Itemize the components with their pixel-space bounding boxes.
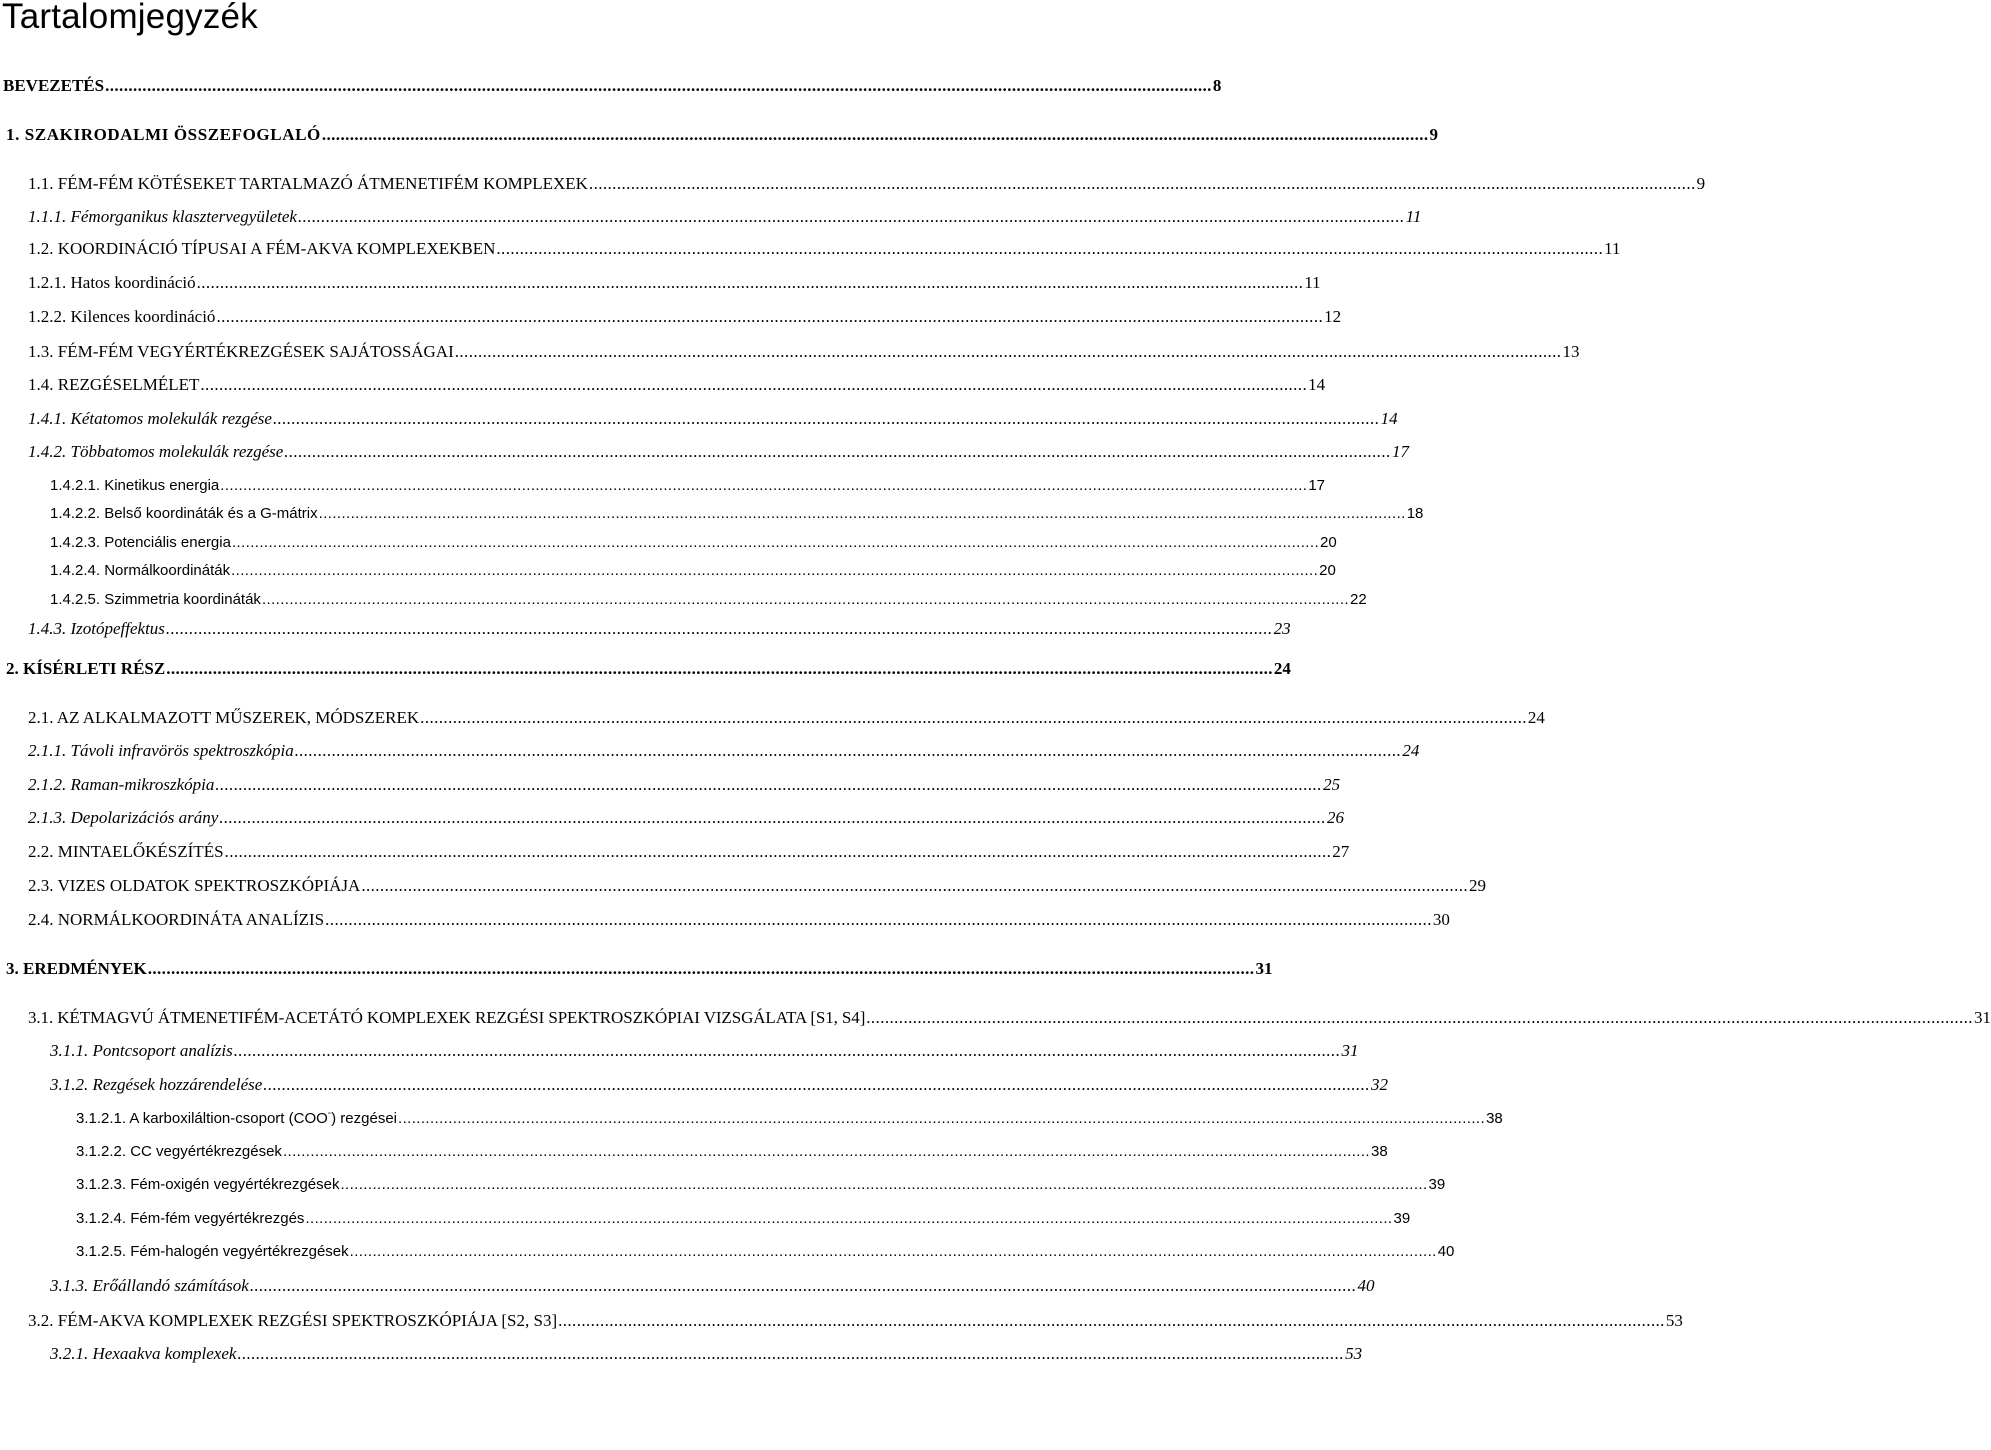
- toc-entry-label: 1.2.2. Kilences koordináció: [28, 307, 216, 326]
- toc-entry-page: 22: [1350, 591, 1367, 608]
- toc-leader-dots: ..............................................................................................................................................................................................................................................: [340, 1176, 1428, 1193]
- toc-leader-dots: ..............................................................................................................................................................................................................................................: [496, 239, 1604, 258]
- toc-entry[interactable]: [0, 1006, 1991, 1030]
- toc-entry-page: 20: [1319, 562, 1336, 579]
- toc-leader-dots: ..............................................................................................................................................................................................................................................: [866, 1008, 1973, 1027]
- toc-entry-page: 11: [1405, 207, 1422, 226]
- toc-entry-page: 14: [1380, 409, 1398, 428]
- toc-entry-page: 11: [1604, 239, 1621, 258]
- toc-leader-dots: ..............................................................................................................................................................................................................................................: [233, 1041, 1341, 1060]
- toc-entry-page: 11: [1304, 273, 1321, 292]
- toc-entry[interactable]: [0, 773, 1341, 797]
- toc-leader-dots: ..............................................................................................................................................................................................................................................: [105, 76, 1212, 95]
- toc-entry-page: 32: [1371, 1075, 1388, 1094]
- toc-leader-dots: ..............................................................................................................................................................................................................................................: [282, 1143, 1370, 1160]
- toc-entry-page: 40: [1437, 1243, 1455, 1260]
- toc-entry-label: 1.4.2.5. Szimmetria koordináták: [50, 591, 261, 608]
- toc-entry-page: 8: [1212, 76, 1222, 95]
- toc-entry[interactable]: [0, 739, 1420, 763]
- toc-leader-dots: ..............................................................................................................................................................................................................................................: [261, 591, 1349, 608]
- toc-entry-page: 17: [1392, 442, 1409, 461]
- toc-leader-dots: ..............................................................................................................................................................................................................................................: [294, 741, 1402, 760]
- toc-entry[interactable]: [0, 205, 1422, 229]
- toc-entry[interactable]: [0, 237, 1621, 261]
- toc-entry-page: 40: [1357, 1276, 1375, 1295]
- toc-entry[interactable]: [0, 1140, 1388, 1164]
- toc-leader-dots: ..............................................................................................................................................................................................................................................: [249, 1276, 1357, 1295]
- toc-leader-dots: ..............................................................................................................................................................................................................................................: [200, 375, 1308, 394]
- toc-entry-label: 2.1.2. Raman-mikroszkópia: [28, 775, 215, 794]
- toc-leader-dots: ..............................................................................................................................................................................................................................................: [215, 775, 1323, 794]
- toc-entry-page: 12: [1324, 307, 1342, 326]
- toc-leader-dots: ..............................................................................................................................................................................................................................................: [321, 125, 1429, 144]
- toc-entry-page: 18: [1406, 505, 1424, 522]
- toc-leader-dots: ..............................................................................................................................................................................................................................................: [318, 505, 1406, 522]
- toc-leader-dots: ..............................................................................................................................................................................................................................................: [165, 619, 1273, 638]
- toc-entry-page: 20: [1320, 534, 1337, 551]
- toc-entry-label: 2.1. AZ ALKALMAZOTT MŰSZEREK, MÓDSZEREK: [28, 708, 420, 727]
- toc-entry[interactable]: [0, 559, 1336, 583]
- toc-entry-page: 9: [1696, 174, 1706, 193]
- toc-entry-label: 1.4.2.2. Belső koordináták és a G-mátrix: [50, 505, 318, 522]
- toc-leader-dots: ..............................................................................................................................................................................................................................................: [196, 273, 1304, 292]
- toc-entry[interactable]: [0, 531, 1337, 555]
- toc-entry-page: 13: [1562, 342, 1580, 361]
- toc-entry-label: 1.4.2.3. Potenciális energia: [50, 534, 231, 551]
- toc-entry-page: 25: [1323, 775, 1341, 794]
- toc-entry-label: 3.1.2.1. A karboxiláltion-csoport (COO-) rezgései: [76, 1108, 397, 1127]
- toc-entry[interactable]: [0, 908, 1450, 932]
- toc-entry-page: 29: [1469, 876, 1487, 895]
- toc-entry-page: 31: [1973, 1008, 1991, 1027]
- toc-entry-label: 1. SZAKIRODALMI ÖSSZEFOGLALÓ: [6, 125, 321, 144]
- toc-entry-label: 2. KÍSÉRLETI RÉSZ: [6, 659, 166, 678]
- toc-entry-label: 1.1. FÉM-FÉM KÖTÉSEKET TARTALMAZÓ ÁTMENETIFÉM KOMPLEXEK: [28, 174, 588, 193]
- toc-leader-dots: ..............................................................................................................................................................................................................................................: [325, 910, 1432, 929]
- toc-entry-label: 3.1.2.2. CC vegyértékrezgések: [76, 1143, 282, 1160]
- page-title: Tartalomjegyzék: [2, 0, 258, 36]
- toc-entry-page: 9: [1429, 125, 1439, 144]
- toc-entry-label: 1.4.2.1. Kinetikus energia: [50, 477, 220, 494]
- toc-entry-label: 2.4. NORMÁLKOORDINÁTA ANALÍZIS: [28, 910, 325, 929]
- toc-entry-label: 1.3. FÉM-FÉM VEGYÉRTÉKREZGÉSEK SAJÁTOSSÁGAI: [28, 342, 454, 361]
- toc-leader-dots: ..............................................................................................................................................................................................................................................: [349, 1243, 1437, 1260]
- toc-entry-page: 24: [1273, 659, 1291, 678]
- toc-entry[interactable]: [0, 1207, 1411, 1231]
- toc-leader-dots: ..............................................................................................................................................................................................................................................: [224, 842, 1332, 861]
- toc-entry[interactable]: [0, 271, 1321, 295]
- toc-entry-label: 1.4.3. Izotópeffektus: [28, 619, 165, 638]
- toc-entry-label: 3.1.2.3. Fém-oxigén vegyértékrezgések: [76, 1176, 340, 1193]
- toc-entry[interactable]: [0, 840, 1350, 864]
- toc-leader-dots: ..............................................................................................................................................................................................................................................: [284, 442, 1391, 461]
- toc-entry-label: 3.2.1. Hexaakva komplexek: [50, 1344, 237, 1363]
- toc-entry-page: 23: [1273, 619, 1291, 638]
- toc-leader-dots: ..............................................................................................................................................................................................................................................: [216, 307, 1324, 326]
- toc-leader-dots: ..............................................................................................................................................................................................................................................: [398, 1110, 1486, 1127]
- toc-entry[interactable]: [0, 657, 1291, 681]
- toc-entry[interactable]: [0, 74, 1222, 98]
- toc-entry-page: 24: [1402, 741, 1420, 760]
- toc-leader-dots: ..............................................................................................................................................................................................................................................: [588, 174, 1696, 193]
- toc-leader-dots: ..............................................................................................................................................................................................................................................: [219, 808, 1326, 827]
- toc-entry-label: 1.2. KOORDINÁCIÓ TÍPUSAI A FÉM-AKVA KOMPLEXEKBEN: [28, 239, 496, 258]
- toc-entry[interactable]: [0, 1274, 1375, 1298]
- toc-entry[interactable]: [0, 172, 1706, 196]
- toc-entry-label: 2.1.1. Távoli infravörös spektroszkópia: [28, 741, 294, 760]
- toc-entry[interactable]: [0, 502, 1424, 526]
- toc-entry-page: 38: [1371, 1143, 1388, 1160]
- toc-entry[interactable]: [0, 1309, 1683, 1333]
- toc-entry-label: 1.4.1. Kétatomos molekulák rezgése: [28, 409, 272, 428]
- toc-leader-dots: ..............................................................................................................................................................................................................................................: [305, 1210, 1393, 1227]
- toc-entry[interactable]: [0, 1073, 1388, 1097]
- toc-entry-page: 27: [1332, 842, 1350, 861]
- toc-entry-page: 30: [1432, 910, 1450, 929]
- toc-entry[interactable]: [0, 305, 1342, 329]
- toc-entry[interactable]: [0, 373, 1326, 397]
- toc-leader-dots: ..............................................................................................................................................................................................................................................: [454, 342, 1562, 361]
- toc-entry-label: BEVEZETÉS: [3, 76, 105, 95]
- toc-entry[interactable]: [0, 1173, 1446, 1197]
- toc-entry-label: 1.4.2. Többatomos molekulák rezgése: [28, 442, 284, 461]
- toc-entry-page: 39: [1393, 1210, 1411, 1227]
- toc-entry-label: 3.1.2. Rezgések hozzárendelése: [50, 1075, 263, 1094]
- toc-entry-label: 1.2.1. Hatos koordináció: [28, 273, 196, 292]
- toc-entry-label: 1.4. REZGÉSELMÉLET: [28, 375, 200, 394]
- toc-leader-dots: ..............................................................................................................................................................................................................................................: [147, 959, 1255, 978]
- toc-entry-page: 31: [1255, 959, 1273, 978]
- toc-entry-label: 3.1.3. Erőállandó számítások: [50, 1276, 249, 1295]
- toc-entry-label: 3.1.1. Pontcsoport analízis: [50, 1041, 233, 1060]
- toc-leader-dots: ..............................................................................................................................................................................................................................................: [361, 876, 1469, 895]
- toc-entry[interactable]: [0, 123, 1439, 147]
- toc-leader-dots: ..............................................................................................................................................................................................................................................: [220, 477, 1308, 494]
- toc-entry[interactable]: [0, 1342, 1363, 1366]
- toc-entry-label: 3.2. FÉM-AKVA KOMPLEXEK REZGÉSI SPEKTROSZKÓPIÁJA [S2, S3]: [28, 1311, 558, 1330]
- toc-leader-dots: ..............................................................................................................................................................................................................................................: [237, 1344, 1345, 1363]
- toc-entry-page: 53: [1665, 1311, 1683, 1330]
- toc-leader-dots: ..............................................................................................................................................................................................................................................: [166, 659, 1273, 678]
- toc-leader-dots: ..............................................................................................................................................................................................................................................: [231, 562, 1319, 579]
- toc-entry[interactable]: [0, 617, 1291, 641]
- toc-entry-page: 14: [1308, 375, 1326, 394]
- toc-leader-dots: ..............................................................................................................................................................................................................................................: [272, 409, 1380, 428]
- toc-entry[interactable]: [0, 1107, 1503, 1131]
- toc-entry-page: 38: [1486, 1110, 1503, 1127]
- toc-entry-label: 1.4.2.4. Normálkoordináták: [50, 562, 231, 579]
- toc-entry-label: 2.3. VIZES OLDATOK SPEKTROSZKÓPIÁJA: [28, 876, 361, 895]
- toc-entry-label: 2.2. MINTAELŐKÉSZÍTÉS: [28, 842, 224, 861]
- toc-leader-dots: ..............................................................................................................................................................................................................................................: [263, 1075, 1370, 1094]
- toc-leader-dots: ..............................................................................................................................................................................................................................................: [420, 708, 1527, 727]
- toc-entry[interactable]: [0, 706, 1545, 730]
- toc-entry[interactable]: [0, 1240, 1455, 1264]
- toc-entry[interactable]: [0, 806, 1344, 830]
- toc-entry[interactable]: [0, 440, 1409, 464]
- toc-entry[interactable]: [0, 1039, 1359, 1063]
- toc-entry-label: 3. EREDMÉNYEK: [6, 959, 147, 978]
- toc-entry[interactable]: [0, 407, 1398, 431]
- toc-leader-dots: ..............................................................................................................................................................................................................................................: [231, 534, 1320, 551]
- toc-leader-dots: ..............................................................................................................................................................................................................................................: [558, 1311, 1665, 1330]
- toc-leader-dots: ..............................................................................................................................................................................................................................................: [297, 207, 1405, 226]
- toc-entry-page: 26: [1327, 808, 1344, 827]
- toc-entry[interactable]: [0, 474, 1326, 498]
- toc-entry[interactable]: [0, 588, 1367, 612]
- toc-entry[interactable]: [0, 340, 1580, 364]
- toc-entry-label: 2.1.3. Depolarizációs arány: [28, 808, 219, 827]
- toc-entry-page: 53: [1345, 1344, 1363, 1363]
- toc-entry-page: 39: [1428, 1176, 1446, 1193]
- toc-entry-label: 3.1.2.4. Fém-fém vegyértékrezgés: [76, 1210, 305, 1227]
- toc-entry[interactable]: [0, 874, 1487, 898]
- toc-entry-label: 3.1. KÉTMAGVÚ ÁTMENETIFÉM-ACETÁTÓ KOMPLEXEK REZGÉSI SPEKTROSZKÓPIAI VIZSGÁLATA [S1, S4]: [28, 1008, 866, 1027]
- toc-entry-label: 1.1.1. Fémorganikus klasztervegyületek: [28, 207, 297, 226]
- toc-entry-page: 24: [1527, 708, 1545, 727]
- toc-entry[interactable]: [0, 957, 1273, 981]
- toc-entry-page: 31: [1341, 1041, 1359, 1060]
- toc-entry-page: 17: [1308, 477, 1326, 494]
- toc-entry-label: 3.1.2.5. Fém-halogén vegyértékrezgések: [76, 1243, 349, 1260]
